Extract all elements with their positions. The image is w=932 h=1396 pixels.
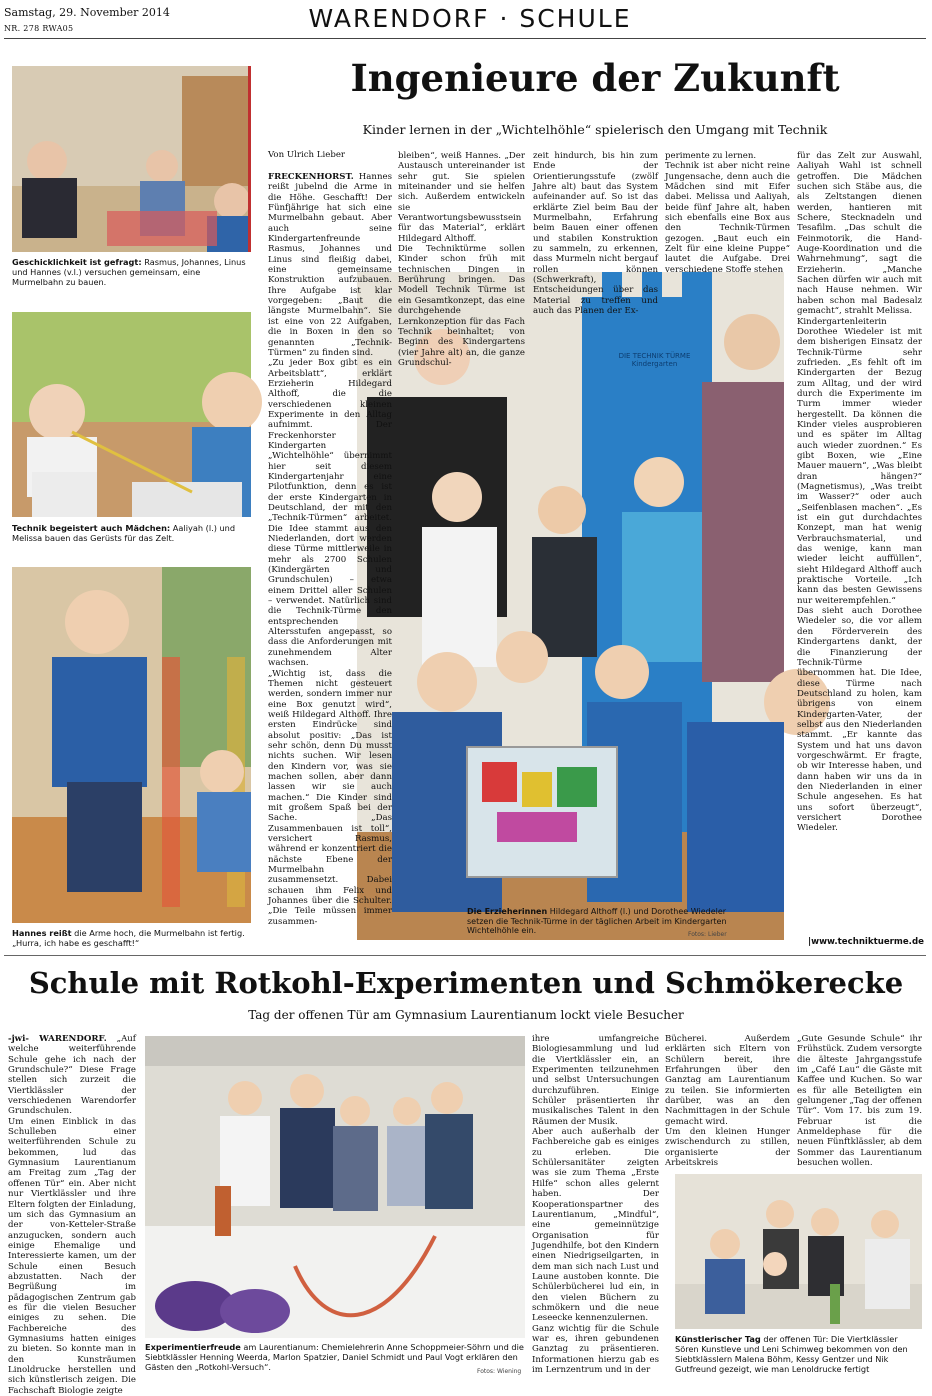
tower-label: DIE TECHNIK TÜRME Kindergarten bbox=[618, 352, 691, 368]
caption-rotkohl-experiment: Experimentierfreude am Laurentianum: Chemielehrerin Anne Schoppmeier-Söhrn und die Siebtklässler Henning Weerda, Marlon Spatzier, Daniel Schmidt und Paul Vogt erklären den Gästen den „Rotkohl-Versuch“. bbox=[145, 1342, 524, 1372]
header-rule bbox=[4, 38, 926, 39]
caption-hannes-cheering: Hannes reißt die Arme hoch, die Murmelbahn ist fertig. „Hurra, ich habe es geschafft!“ bbox=[12, 928, 245, 948]
article2-headline: Schule mit Rotkohl-Experimenten und Schmökerecke bbox=[28, 966, 904, 1000]
article1-column-1: FRECKENHORST. Hannes reißt jubelnd die Arme in die Höhe. Geschafft! Der Fünfjährige hat sich eine Murmelbahn gebaut. Aber auch seine Kindergartenfreunde Rasmus, Johannes und Linus sind fleißig dabei, eine gemeinsame Konstruktion aufzubauen. Ihre Aufgabe ist klar vorgegeben: „Baut die längste Murmelbahn“. Sie ist eine von 22 Aufgaben, die in Boxen in den so genannten „Technik-Türmen“ zu finden sind. „Zu jeder Box gibt es ein Arbeitsblatt“, erklärt Erzieherin Hildegard Althoff, die die verschiedenen kleinen Experimente in den Alltag aufnimmt. Der Freckenhorster Kindergarten „Wichtelhöhle“ übernimmt hier seit diesem Kindergartenjahr eine Pilotfunktion, denn es ist der erste Kindergarten in Deutschland, der mit den „Technik-Türmen“ arbeitet. Die Idee stammt aus den Niederlanden, dort werden diese Türme mittlerweile in mehr als 2700 Schulen (Kindergärten und Grundschulen) – etwa einem Drittel aller Schulen – verwendet. Natürlich sind die Technik-Türme den entsprechenden Altersstufen angepasst, so dass die Anforderungen mit zunehmendem Alter wachsen. „Wichtig ist, dass die Themen nicht gesteuert werden, sondern immer nur eine Box genutzt wird“, weiß Hildegard Althoff. Ihre ersten Eindrücke sind absolut positiv: „Das ist sehr schön, denn Du musst nichts suchen. Wir lesen den Kindern vor, was sie machen sollen, aber dann lassen wir sie auch machen.“ Die Kinder sind mit großem Spaß bei der Sache. „Das Zusammenbauen ist toll“, versichert Rasmus, während er konzentriert die nächste Ebene der Murmelbahn zusammensetzt. Dabei schauen ihm Felix und Johannes über die Schulter. „Die Teile müssen immer zusammen- bbox=[268, 172, 392, 927]
article2-column-3: Bücherei. Außerdem erklärten sich Eltern von Schülern bereit, ihre Erfahrungen über den Ganztag am Laurentianum zu teilen. Sie informierten darüber, was an den Nachmittagen in der Schule gemacht wird. Um den kleinen Hunger zwischendurch zu stillen, organisierte der Arbeitskreis bbox=[665, 1034, 790, 1169]
article2-subheadline: Tag der offenen Tür am Gymnasium Laurentianum lockt viele Besucher bbox=[248, 1008, 684, 1022]
article1-column-5: für das Zelt zur Auswahl, Aaliyah Wahl ist schnell getroffen. Die Mädchen suchen sich Stäbe aus, die als Zeltstangen dienen werden, hantieren mit Schere, Stecknadeln und Tesafilm. „Das schult die Feinmotorik, die Hand-Auge-Koordination und die Wahrnehmung“, sagt die Erzieherin. „Manche Sachen dürfen wir auch mit nach Hause nehmen. Wir haben schon mal Badesalz gemacht“, strahlt Melissa. Kindergartenleiterin Dorothee Wiedeler ist mit dem bisherigen Einsatz der Technik-Türme sehr zufrieden. „Es fehlt oft im Kindergarten der Bezug zum Alltag, und der wird durch die Experimente im Turm immer wieder hergestellt. Da können die Kinder vieles ausprobieren und es später im Alltag auch wieder zuordnen.“ Es gibt Boxen, wie „Eine Mauer mauern“, „Was bleibt dran hängen?“ (Magnetismus), „Was treibt im Wasser?“ oder auch „Seifenblasen machen“. „Es ist ein gut durchdachtes Konzept, man hat wenig Verbrauchsmaterial, und das wenige, kann man wieder leicht auffüllen“, sieht Hildegard Althoff auch praktische Vorteile. „Ich kann das besten Gewissens nur weiterempfehlen.“ Das sieht auch Dorothee Wiedeler so, die vor allem den Förderverein des Kindergartens dankt, der die Finanzierung der Technik-Türme übernommen hat. Die Idee, diese Türme nach Deutschland zu holen, kam übrigens von einem Kindergarten-Vater, der selbst aus den Niederlanden stammt. „Er kannte das System und hat uns davon vorgeschwärmt. Er fragte, ob wir Interesse haben, und dann haben wir uns da in den Niederlanden in einer Schule angesehen. Es hat uns sofort überzeugt“, versichert Dorothee Wiedeler. bbox=[797, 151, 922, 834]
photo-credit-2: Fotos: Wiening bbox=[477, 1368, 522, 1375]
photo-linoldruck bbox=[675, 1174, 922, 1329]
caption-educators: Die Erzieherinnen Hildegard Althoff (l.) und Dorothee Wiedeler setzen die Technik-Türme in der täglichen Arbeit im Kindergarten Wichtelhöhle ein. bbox=[467, 907, 727, 935]
photo-rotkohl-experiment bbox=[145, 1036, 525, 1338]
photo-girls-tent bbox=[12, 312, 251, 517]
photo-hannes-cheering bbox=[12, 567, 251, 923]
article-divider bbox=[4, 955, 926, 956]
photo-marble-run-boys bbox=[12, 66, 251, 252]
caption-linoldruck: Künstlerischer Tag der offenen Tür: Die Viertklässler Sören Kunstleve und Leni Schimweg bekommen von den Siebtklässlern Malena Böhm, Kessy Gentzer und Nik Gutfreund gezeigt, wie man Lenoldrucke fertigt bbox=[675, 1334, 908, 1374]
article2-column-2: ihre umfangreiche Biologiesammlung und lud die Viertklässler ein, an Experimenten teilzunehmen und selbst Untersuchungen durchzuführen. Einige Schüler präsentierten ihr musikalisches Talent in den Räumen der Musik. Aber auch außerhalb der Fachbereiche gab es einiges zu erleben. Die Schülersanitäter zeigten was sie zum Thema „Erste Hilfe“ schon alles gelernt haben. Der Kooperationspartner des Laurentianum, „Mindful“, eine gemeinnützige Organisation für Jugendhilfe, bot den Kindern einen Niedrigseilgarten, in dem man sich nach Lust und Laune austoben konnte. Die Schülerbücherei lud ein, in den vielen Büchern zu schmökern und die neue Leseecke kennenzulernen. Ganz wichtig für die Schule war es, ihren gebundenen Ganztag zu präsentieren. Informationen hierzu gab es im Lernzentrum und in der bbox=[532, 1034, 659, 1375]
issue-number: NR. 278 RWA05 bbox=[4, 24, 74, 33]
article1-subheadline: Kinder lernen in der „Wichtelhöhle“ spielerisch den Umgang mit Technik bbox=[362, 122, 828, 137]
caption-girls-tent: Technik begeistert auch Mädchen: Aaliyah (l.) und Melissa bauen das Gerüsts für das Zelt. bbox=[12, 523, 236, 543]
section-title: WARENDORF · SCHULE bbox=[308, 4, 632, 33]
weblink[interactable]: |www.techniktuerme.de bbox=[808, 937, 924, 947]
article1-column-4: perimente zu lernen. Technik ist aber nicht reine Jungensache, denn auch die Mädchen sind mit Eifer dabei. Melissa und Aaliyah, beide fünf Jahre alt, haben sich ebenfalls eine Box aus den Technik-Türmen gezogen. „Baut euch ein Zelt für eine kleine Puppe“ lautet die Aufgabe. Drei verschiedene Stoffe stehen bbox=[665, 151, 790, 275]
article2-column-4: „Gute Gesunde Schule“ ihr Frühstück. Zudem versorgte die älteste Jahrgangsstufe im „Café Lau“ die Gäste mit Kaffee und Kuchen. So war es für alle Beteiligten ein gelungener „Tag der offenen Tür“. Vom 17. bis zum 19. Februar ist die Anmeldephase für die neuen Fünftklässler, ab dem Sommer das Laurentianum besuchen wollen. bbox=[797, 1034, 922, 1169]
caption-marble-run-boys: Geschicklichkeit ist gefragt: Rasmus, Johannes, Linus und Hannes (v.l.) versuchen gemeinsam, eine Murmelbahn zu bauen. bbox=[12, 257, 246, 287]
photo-educators-children bbox=[357, 272, 784, 940]
article1-column-3: zeit hindurch, bis hin zum Ende der Orientierungsstufe (zwölf Jahre alt) baut das System aufeinander auf. So ist das erklärte Ziel beim Bau der Murmelbahn, Erfahrung beim Bauen einer offenen und stabilen Konstruktion zu sammeln, zu erkennen, dass Murmeln nicht bergauf rollen können (Schwerkraft), Entscheidungen über das Material zu treffen und auch das Planen der Ex- bbox=[533, 151, 658, 317]
article2-column-1: -jwi- WARENDORF. „Auf welche weiterführende Schule gehe ich nach der Grundschule?“ Diese Frage stellen sich zurzeit die Viertklässler der verschiedenen Warendorfer Grundschulen. Um einen Einblick in das Schulleben einer weiterführenden Schule zu bekommen, lud das Gymnasium Laurentianum am Freitag zum „Tag der offenen Tür“ ein. Aber nicht nur Viertklässler und ihre Eltern folgten der Einladung, um sich das Gymnasium an der von-Ketteler-Straße anzugucken, sondern auch einige Ehemalige und Interessierte kamen, um der Schule einen Besuch abzustatten. Nach der Begrüßung im pädagogischen Zentrum gab es für die vielen Besucher einiges zu sehen. Die Fachbereiche des Gymnasiums hatten einiges zu bieten. So konnte man in den Kunsträumen Linoldrucke herstellen und sich künstlerisch zeigen. Die Fachschaft Biologie zeigte bbox=[8, 1034, 137, 1396]
edition-date: Samstag, 29. November 2014 bbox=[4, 6, 170, 19]
article1-headline: Ingenieure der Zukunft bbox=[350, 56, 840, 100]
photo-credit-1: Fotos: Lieber bbox=[688, 931, 727, 938]
article1-column-2: bleiben“, weiß Hannes. „Der Austausch untereinander ist sehr gut. Sie spielen miteinander und sie helfen sich. Außerdem entwickeln sie Verantwortungsbewusstsein für das Material“, erklärt Hildegard Althoff. Die Techniktürme sollen Kinder schon früh mit technischen Dingen in Berührung bringen. Das Modell Technik Türme ist ein Gesamtkonzept, das eine durchgehende Lernkonzeption für das Fach Technik beinhaltet; von Beginn des Kindergartens (vier Jahre alt) an, die ganze Grundschul- bbox=[398, 151, 525, 368]
